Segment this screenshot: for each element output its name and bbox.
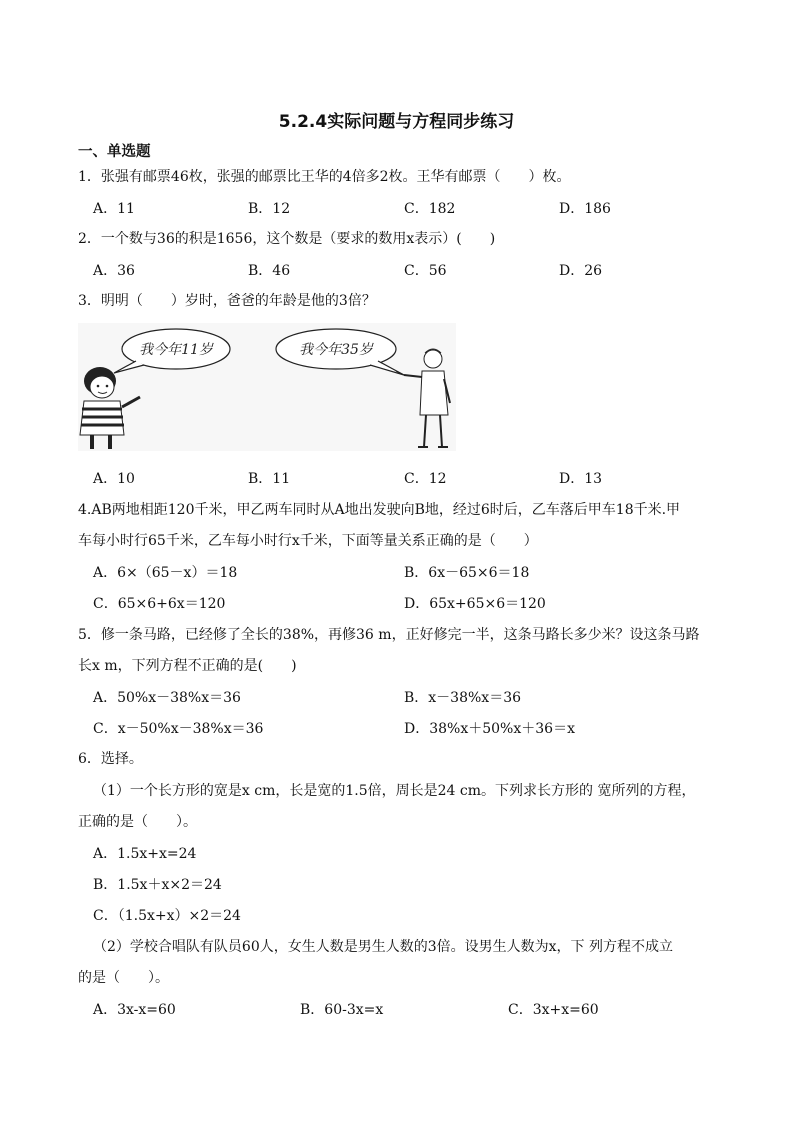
section-heading: 一、单选题 — [78, 144, 151, 160]
q3-option-a: A．10 — [93, 471, 135, 487]
illustration-svg — [78, 323, 456, 451]
q3-illustration — [78, 323, 456, 451]
question-1: 1．张强有邮票46枚，张强的邮票比王华的4倍多2枚。王华有邮票（ ）枚。 — [78, 169, 571, 185]
q1-option-c: C．182 — [404, 201, 456, 217]
q4-option-a: A．6×（65－x）＝18 — [93, 565, 238, 581]
q5-option-a: A．50%x－38%x＝36 — [93, 690, 241, 706]
q3-option-b: B．11 — [248, 471, 291, 487]
q4-option-d: D．65x+65×6＝120 — [404, 596, 546, 612]
q6-sub1-line-1: （1）一个长方形的宽是x cm，长是宽的1.5倍，周长是24 cm。下列求长方形的 宽所列的方程， — [93, 783, 696, 799]
q6-sub2-option-a: A．3x-x=60 — [93, 1002, 176, 1018]
q6-sub1-line-2: 正确的是（ ）。 — [78, 814, 197, 830]
question-6: 6．选择。 — [78, 751, 143, 767]
question-4-line-1: 4.AB两地相距120千米，甲乙两车同时从A地出发驶向B地，经过6时后，乙车落后甲车18千米.甲 — [78, 502, 681, 518]
q1-option-d: D．186 — [559, 201, 611, 217]
q6-sub2-option-b: B．60-3x=x — [300, 1002, 384, 1018]
q6-sub1-option-a: A．1.5x+x=24 — [93, 846, 197, 862]
bubble-left-text: 我今年11岁 — [139, 342, 213, 358]
question-5-line-1: 5．修一条马路，已经修了全长的38%，再修36 m，正好修完一半，这条马路长多少米？设这条马路 — [78, 627, 700, 643]
question-3: 3．明明（ ）岁时，爸爸的年龄是他的3倍？ — [78, 293, 376, 309]
q3-option-c: C．12 — [404, 471, 447, 487]
question-2: 2．一个数与36的积是1656，这个数是（要求的数用x表示）( ) — [78, 231, 496, 247]
q5-option-d: D．38%x＋50%x＋36＝x — [404, 721, 575, 737]
q1-option-a: A．11 — [93, 201, 135, 217]
q4-option-c: C．65×6+6x＝120 — [93, 596, 226, 612]
q6-sub2-line-1: （2）学校合唱队有队员60人，女生人数是男生人数的3倍。设男生人数为x，下 列方程不成立 — [93, 939, 673, 955]
q2-option-d: D．26 — [559, 263, 603, 279]
q3-option-d: D．13 — [559, 471, 603, 487]
q4-option-b: B．6x－65×6＝18 — [404, 565, 530, 581]
page-title: 5.2.4实际问题与方程同步练习 — [278, 112, 515, 132]
q6-sub1-option-b: B．1.5x＋x×2＝24 — [93, 877, 222, 893]
q2-option-a: A．36 — [93, 263, 135, 279]
q1-option-b: B．12 — [248, 201, 291, 217]
q2-option-c: C．56 — [404, 263, 447, 279]
question-4-line-2: 车每小时行65千米，乙车每小时行x千米，下面等量关系正确的是（ ） — [78, 533, 538, 549]
q2-option-b: B．46 — [248, 263, 291, 279]
q5-option-b: B．x－38%x＝36 — [404, 690, 522, 706]
q6-sub2-option-c: C．3x+x=60 — [508, 1002, 599, 1018]
q6-sub2-line-2: 的是（ ）。 — [78, 970, 169, 986]
q6-sub1-option-c: C．（1.5x+x）×2＝24 — [93, 908, 241, 924]
bubble-right-text: 我今年35岁 — [299, 342, 373, 358]
question-5-line-2: 长x m，下列方程不正确的是( ) — [78, 658, 297, 674]
q5-option-c: C．x－50%x－38%x＝36 — [93, 721, 264, 737]
